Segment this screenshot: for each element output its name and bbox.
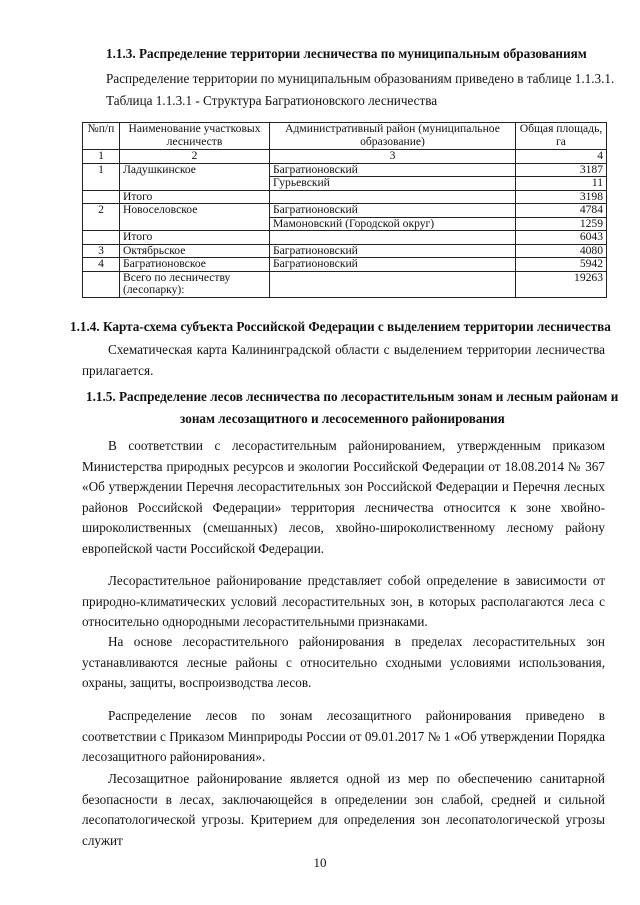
cell-area: 5942 <box>516 258 607 272</box>
table-total-row <box>83 190 607 204</box>
cell-area: 6043 <box>516 231 607 245</box>
paragraph: Распределение лесов по зонам лесозащитного районирования приведено в соответствии с Приказом Минприроды России от 09.01.2017 № 1 «Об утверждении Порядка лесозащитного районирования». <box>82 708 605 764</box>
cell-grand-total-label: Всего по лесничеству (лесопарку): <box>120 271 270 297</box>
header-name: Наименование участковых лесничеств <box>120 123 270 150</box>
cell-area: 4784 <box>516 204 607 218</box>
cell-area: 1259 <box>516 217 607 231</box>
cell-name: Ладушкинское <box>120 163 270 190</box>
cell-num: 1 <box>83 163 120 190</box>
col-number: 2 <box>120 150 270 164</box>
cell-district: Мамоновский (Городской округ) <box>270 217 516 231</box>
paragraph: На основе лесорастительного районирования в пределах лесорастительных зон устанавливаются лесные районы с относительно сходными условиями использования, охраны, защиты, воспроизводства лесов. <box>82 634 605 690</box>
cell-district: Багратионовский <box>270 244 516 258</box>
table-row <box>83 244 607 258</box>
table-row <box>83 204 607 218</box>
cell-area: 3198 <box>516 190 607 204</box>
col-number: 1 <box>83 150 120 164</box>
table-row <box>83 258 607 272</box>
col-number: 3 <box>270 150 516 164</box>
section-114-heading: 1.1.4. Карта-схема субъекта Российской Федерации с выделением территории лесничества <box>70 319 611 334</box>
paragraph: Лесозащитное районирование является одной из мер по обеспечению санитарной безопасности в лесах, заключающейся в определении зон слабой, средней и сильной лесопатологической угрозы. Критерием для определения зон лесопатологической угрозы служит <box>82 771 605 848</box>
cell-num: 3 <box>83 244 120 258</box>
cell-district: Гурьевский <box>270 177 516 191</box>
header-num: №п/п <box>83 123 120 150</box>
page-number: 10 <box>313 855 327 870</box>
paragraph: Лесорастительное районирование представляет собой определение в зависимости от природно-климатических условий лесорастительных зон, в которых располагаются леса с относительно однородными лесорастительными признаками. <box>82 573 605 629</box>
paragraph: В соответствии с лесорастительным районированием, утвержденным приказом Министерства природных ресурсов и экологии Российской Федерации от 18.08.2014 № 367 «Об утверждении Перечня лесорастительных зон Российской Федерации и Перечня лесных районов Российской Федерации» территория лесничества относится к зоне хвойно-широколиственных (смешанных) лесов, хвойно-широколиственному лесному району европейской части Российской Федерации. <box>82 438 605 556</box>
section-115-heading-line2: зонам лесозащитного и лесосеменного районирования <box>180 411 505 426</box>
cell-district: Багратионовский <box>270 258 516 272</box>
section-113-intro: Распределение территории по муниципальным образованиям приведено в таблице 1.1.3.1. <box>106 71 615 86</box>
cell-area: 4080 <box>516 244 607 258</box>
table-grand-total-row <box>83 271 607 297</box>
cell-name: Октябрьское <box>120 244 270 258</box>
table-total-row <box>83 231 607 245</box>
cell-total-label: Итого <box>120 190 270 204</box>
table-row <box>83 163 607 177</box>
cell-grand-total-area: 19263 <box>516 271 607 297</box>
col-number: 4 <box>516 150 607 164</box>
header-area: Общая площадь, га <box>516 123 607 150</box>
cell-name: Багратионовское <box>120 258 270 272</box>
column-numbers-row <box>83 150 607 164</box>
section-114-text: Схематическая карта Калининградской области с выделением территории лесничества прилагается. <box>82 342 605 378</box>
cell-num: 2 <box>83 204 120 231</box>
cell-total-label: Итого <box>120 231 270 245</box>
section-113-heading: 1.1.3. Распределение территории лесничества по муниципальным образованиям <box>106 46 587 61</box>
forestry-structure-table <box>82 122 607 298</box>
cell-district: Багратионовский <box>270 163 516 177</box>
header-district: Административный район (муниципальное образование) <box>270 123 516 150</box>
section-115-heading-line1: 1.1.5. Распределение лесов лесничества по лесорастительным зонам и лесным районам и <box>86 389 619 404</box>
cell-district: Багратионовский <box>270 204 516 218</box>
cell-num: 4 <box>83 258 120 272</box>
cell-name: Новоселовское <box>120 204 270 231</box>
cell-area: 11 <box>516 177 607 191</box>
table-header-row <box>83 123 607 150</box>
table-caption: Таблица 1.1.3.1 - Структура Багратионовского лесничества <box>106 93 438 108</box>
cell-area: 3187 <box>516 163 607 177</box>
